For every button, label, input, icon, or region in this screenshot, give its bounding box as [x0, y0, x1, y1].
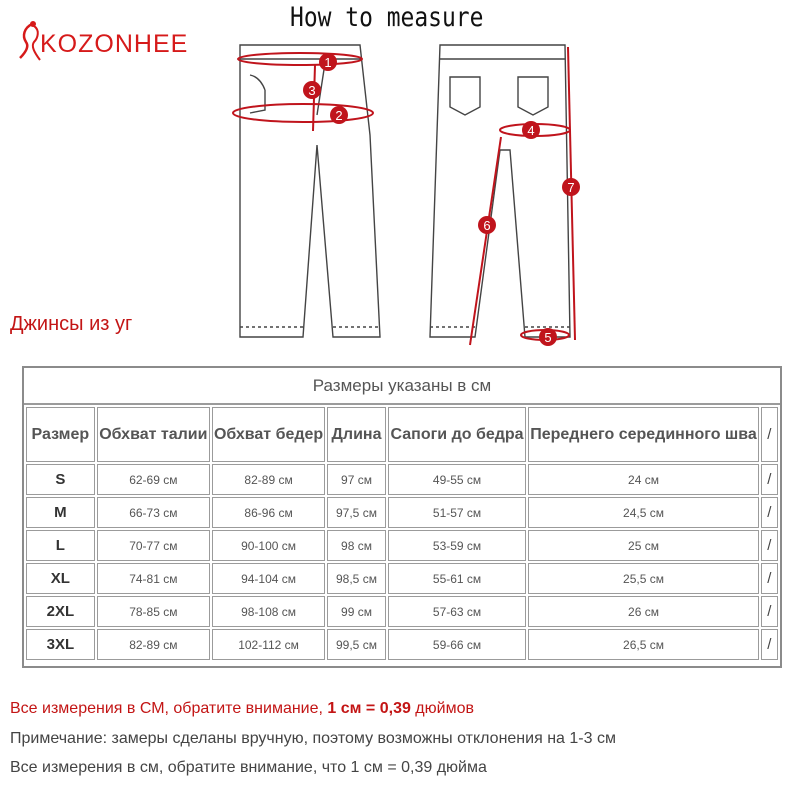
note-units-red [10, 700, 474, 718]
back-pants-outline [430, 45, 570, 337]
marker-5 [539, 328, 557, 346]
cell-hips: 94-104 см [212, 563, 325, 594]
cell-front-rise: 26,5 см [528, 629, 758, 660]
cell-boots: 55-61 см [388, 563, 526, 594]
header-waist: Обхват талии [97, 407, 210, 462]
cell-waist: 78-85 см [97, 596, 210, 627]
cell-size: S [26, 464, 95, 495]
cell-extra: / [761, 596, 778, 627]
cell-length: 97,5 см [327, 497, 386, 528]
cell-waist: 62-69 см [97, 464, 210, 495]
size-table [22, 366, 782, 668]
measurement-lines [233, 47, 575, 345]
cell-hips: 98-108 см [212, 596, 325, 627]
table-row [26, 497, 778, 528]
cell-length: 98 см [327, 530, 386, 561]
svg-text:5: 5 [544, 330, 552, 345]
cell-extra: / [761, 530, 778, 561]
note-units-suffix: дюймов [410, 700, 474, 717]
cell-length: 99 см [327, 596, 386, 627]
cell-extra: / [761, 629, 778, 660]
cell-length: 99,5 см [327, 629, 386, 660]
marker-2 [330, 106, 348, 124]
table-row [26, 629, 778, 660]
cell-boots: 49-55 см [388, 464, 526, 495]
cell-waist: 82-89 см [97, 629, 210, 660]
cell-front-rise: 24 см [528, 464, 758, 495]
table-row [26, 530, 778, 561]
table-caption: Размеры указаны в см [24, 368, 780, 405]
cell-front-rise: 25 см [528, 530, 758, 561]
header-hips: Обхват бедер [212, 407, 325, 462]
cell-size: M [26, 497, 95, 528]
svg-text:2: 2 [335, 108, 343, 123]
cell-front-rise: 25,5 см [528, 563, 758, 594]
brand-logo-text: KOZONHEE [40, 30, 189, 58]
note-units: Все измерения в см, обратите внимание, что 1 см = 0,39 дюйма [10, 759, 487, 776]
marker-7 [562, 178, 580, 196]
cell-size: L [26, 530, 95, 561]
cell-size: 3XL [26, 629, 95, 660]
cell-front-rise: 26 см [528, 596, 758, 627]
cell-boots: 57-63 см [388, 596, 526, 627]
note-units-prefix: Все измерения в СМ, обратите внимание, [10, 700, 328, 717]
svg-text:7: 7 [567, 180, 575, 195]
cell-hips: 82-89 см [212, 464, 325, 495]
cell-extra: / [761, 497, 778, 528]
note-manual-measure: Примечание: замеры сделаны вручную, поэтому возможны отклонения на 1-3 см [10, 730, 616, 747]
cell-hips: 90-100 см [212, 530, 325, 561]
marker-6 [478, 216, 496, 234]
cell-hips: 102-112 см [212, 629, 325, 660]
cell-waist: 66-73 см [97, 497, 210, 528]
svg-text:6: 6 [483, 218, 491, 233]
brand-logo [10, 20, 220, 64]
note-units-conversion: 1 см = 0,39 [327, 700, 411, 717]
table-header-row [26, 407, 778, 462]
cell-size: XL [26, 563, 95, 594]
svg-text:1: 1 [324, 55, 332, 70]
product-subtitle: Джинсы из уг [10, 313, 133, 335]
cell-waist: 74-81 см [97, 563, 210, 594]
header-boots: Сапоги до бедра [388, 407, 526, 462]
measurement-diagram [225, 35, 595, 355]
cell-length: 98,5 см [327, 563, 386, 594]
table-row [26, 464, 778, 495]
cell-boots: 59-66 см [388, 629, 526, 660]
svg-text:3: 3 [308, 83, 316, 98]
page-title: How to measure [290, 2, 484, 33]
marker-1 [319, 53, 337, 71]
cell-front-rise: 24,5 см [528, 497, 758, 528]
svg-text:4: 4 [527, 123, 535, 138]
header-size: Размер [26, 407, 95, 462]
table-row [26, 563, 778, 594]
header-length: Длина [327, 407, 386, 462]
marker-3 [303, 81, 321, 99]
header-extra: / [761, 407, 778, 462]
size-grid [24, 405, 780, 662]
marker-4 [522, 121, 540, 139]
cell-size: 2XL [26, 596, 95, 627]
cell-boots: 53-59 см [388, 530, 526, 561]
header-front-rise: Переднего серединного шва [528, 407, 758, 462]
cell-extra: / [761, 563, 778, 594]
cell-boots: 51-57 см [388, 497, 526, 528]
cell-extra: / [761, 464, 778, 495]
cell-waist: 70-77 см [97, 530, 210, 561]
cell-length: 97 см [327, 464, 386, 495]
cell-hips: 86-96 см [212, 497, 325, 528]
table-row [26, 596, 778, 627]
